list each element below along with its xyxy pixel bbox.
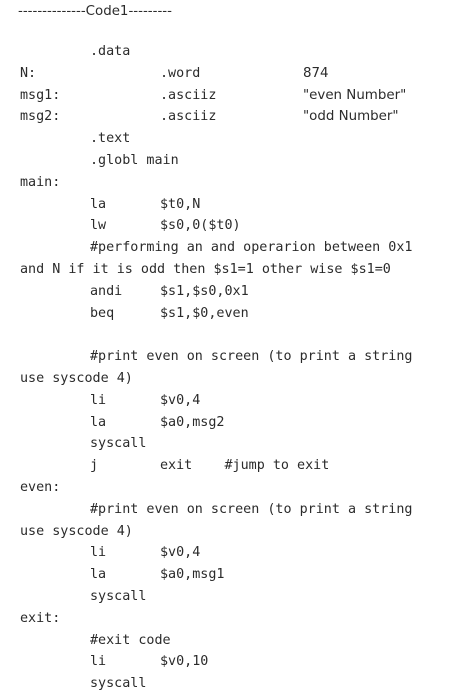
code-col-1: li [90,654,107,670]
code-col-1: .text [90,131,131,147]
code-col-1: #print even on screen (to print a string [90,501,413,517]
code-label: use syscode 4) [20,523,133,539]
code-label: and N if it is odd then $s1=1 other wise $s1=0 [20,262,391,277]
code-line [0,88,474,110]
code-col-2: .asciiz [160,87,217,103]
code-line [0,262,474,284]
code-line [0,131,474,153]
code-col-3: 874 [303,65,329,81]
code-label: exit: [20,610,61,626]
code-col-3: "even Number" [303,87,407,103]
code-label: msg1: [20,87,61,103]
code-col-2: .word [160,65,201,81]
code-label: main: [20,174,61,190]
code-label: N: [20,65,37,81]
code-col-1: syscall [90,676,147,692]
code-col-1: andi [90,283,123,299]
code-line [0,175,474,197]
code-col-1: la [90,414,107,430]
code-col-1: .globl main [90,153,179,168]
code-line [0,458,474,480]
code-col-1: beq [90,305,115,321]
code-line [0,44,474,66]
code-col-1: li [90,545,107,561]
code-line [0,654,474,676]
code-line [0,284,474,306]
code-line [0,676,474,698]
code-line [0,371,474,393]
code-line [0,153,474,175]
code-line [0,502,474,524]
code-col-1: #print even on screen (to print a string [90,349,413,365]
code-col-3: "odd Number" [303,109,399,125]
code-col-1: j [90,458,99,474]
code-col-1: #exit code [90,632,171,648]
code-col-2: $a0,msg1 [160,567,225,583]
code-line [0,197,474,219]
code-col-2: $v0,4 [160,392,201,408]
code-line [0,567,474,589]
code-col-2: $v0,4 [160,545,201,561]
code-col-1: la [90,567,107,583]
code-line [0,589,474,611]
code-line [0,218,474,240]
code-col-2: .asciiz [160,109,217,125]
code-col-2: $t0,N [160,196,201,212]
code-line [0,611,474,633]
code-label: even: [20,480,61,495]
code-line [0,109,474,131]
code-col-1: li [90,392,107,408]
code-line [0,327,474,349]
code-line [0,349,474,371]
code-col-2: $a0,msg2 [160,414,225,430]
code-col-1: syscall [90,436,147,452]
code-line [0,633,474,655]
code-line [0,436,474,458]
code-line [0,240,474,262]
code-label: msg2: [20,109,61,125]
code-col-2: $s0,0($t0) [160,218,241,234]
code-col-2: $s1,$s0,0x1 [160,283,249,299]
code-title-line [0,4,474,26]
code-line [0,415,474,437]
code-col-2: $v0,10 [160,654,209,670]
code-col-2: $s1,$0,even [160,305,249,321]
code-line [0,480,474,502]
code-col-1: la [90,196,107,212]
code-col-1: lw [90,218,107,234]
code-line [0,306,474,328]
code-col-1: syscall [90,589,147,604]
code-col-2: exit #jump to exit [160,458,330,474]
code-line [0,393,474,415]
code-col-1: #performing an and operarion between 0x1 [90,240,413,256]
code-line [0,524,474,546]
code-title: --------------Code1--------- [18,4,172,19]
code-line [0,545,474,567]
code-col-1: .data [90,44,131,59]
code-line [0,66,474,88]
code-label: use syscode 4) [20,371,133,386]
